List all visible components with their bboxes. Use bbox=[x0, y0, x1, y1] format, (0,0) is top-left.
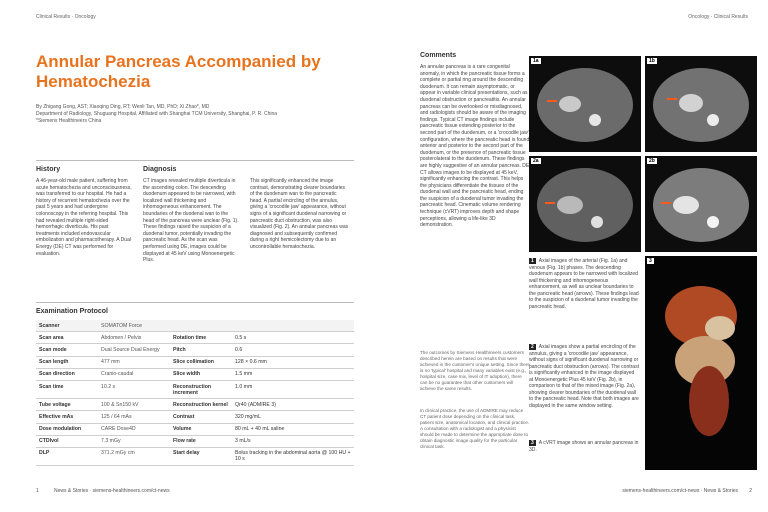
protocol-heading: Examination Protocol bbox=[36, 308, 108, 315]
ct-image-2b bbox=[645, 156, 757, 252]
table-value-cell: Abdomen / Pelvis bbox=[98, 332, 170, 344]
spine-shape bbox=[591, 216, 603, 228]
table-value-cell: Bolus tracking in the abdominal aorta @ 100 HU + 10 s bbox=[232, 447, 354, 465]
diagnosis-text: CT images revealed multiple diverticula in the ascending colon. The descending duodenum appeared to be narrowed, with localized wall thickening and inhomogeneous enhancement. The boundaries of the duodenal wan to the head of the pancreas were unclear (Fig. 1). These findings raised the suspicion of a duodenal tumor, potentially invading the pancreatic head. As the scan was performed using DE, images could be displayed at 45 keV using Monoenergetic Plus. bbox=[143, 178, 239, 264]
caption-text: A cVRT image shows an annular pancreas in 3D. bbox=[529, 440, 639, 453]
table-row bbox=[36, 435, 354, 447]
table-key-cell: Start delay bbox=[170, 447, 232, 465]
table-value-cell: 128 × 0.6 mm bbox=[232, 356, 354, 368]
table-row bbox=[36, 411, 354, 423]
comments-text: An annular pancreas is a rare congenital anomaly, in which the pancreatic tissue forms a complete or partial ring around the descending duodenum. It can remain asymptomatic, or appear in variable clinical presentations, such as duodenal obstruction or pancreatitis. An annular pancreas can be overlooked or misdiagnosed, and radiologists should be aware of the imaging findings. Typical CT image findings include pancreatic tissue extending posterior to the second part of the duodenum, or a 'crocodile jaw' configuration, where the pancreatic head is found anterior and posterior to the second part of the duodenum, or the presence of pancreatic tissue posterolateral to the duodenum. These findings are highly suggestive of an annular pancreas. DE CT allows images to be displayed at 45 keV, significantly enhancing the contrast. This helps the physicians differentiate the tissues of the duodenal wall and the pancreatic head, ending the suspicion of a duodenal tumor invading the pancreatic head. Cinematic volume rendering technique (cVRT) improves depth and shape perceptions, allowing a life-like 3D demonstration. bbox=[420, 64, 530, 229]
admire-disclaimer: In clinical practice, the use of ADMIRE may reduce CT patient dose depending on the clinical task, patient size, anatomical location, and clinical practice. A consultation with a radiologist and a physicist should be made to determine the appropriate dose to obtain diagnostic image quality for the particular clinical task. bbox=[420, 408, 530, 449]
table-key-cell: Tube voltage bbox=[36, 399, 98, 411]
red-arrow-icon bbox=[545, 202, 555, 204]
caption-text: Axial images of the arterial (Fig. 1a) and venous (Fig. 1b) phases. The descending duodenum appears to be narrowed with localized wall thickening and inhomogeneous enhancement, as well as unclear boundaries to the pancreatic head (arrows). These findings lead to the suspicion of a duodenal tumor invading the pancreatic head. bbox=[529, 258, 639, 310]
caption-number: 1 bbox=[531, 258, 534, 264]
table-row bbox=[36, 380, 354, 398]
table-value-cell: 3 mL/s bbox=[232, 435, 354, 447]
table-key-cell: Scan mode bbox=[36, 344, 98, 356]
abdomen-shape bbox=[537, 168, 633, 242]
running-header: Oncology · Clinical Results bbox=[688, 14, 748, 20]
table-key-cell: Scan direction bbox=[36, 368, 98, 380]
diagnosis-heading: Diagnosis bbox=[143, 166, 177, 173]
figure-label: 1b bbox=[649, 58, 655, 64]
table-value-cell: Cranio-caudal bbox=[98, 368, 170, 380]
customer-disclaimer: The outcomes by Siemens Healthineers customers described herein are based on results that were achieved in the customer's unique setting. Since there is no 'typical' hospital and many variables exist (e.g., hospital size, case mix, level of IT adoption), there can be no guarantee that other customers will achieve the same results. bbox=[420, 350, 530, 391]
caption-1 bbox=[529, 258, 639, 310]
footer-page-number: 1 bbox=[36, 488, 39, 494]
figure-label: 3 bbox=[649, 258, 652, 264]
table-key-cell: Scanner bbox=[36, 320, 98, 332]
organ-shape bbox=[557, 196, 583, 214]
author-block bbox=[36, 104, 366, 125]
table-value-cell: Dual Source Dual Energy bbox=[98, 344, 170, 356]
table-value-cell: 0.5 s bbox=[232, 332, 354, 344]
diagnosis-column bbox=[143, 166, 239, 264]
table-key-cell: Scan time bbox=[36, 380, 98, 398]
cvrt-image-3 bbox=[645, 256, 757, 470]
abdomen-shape bbox=[537, 68, 633, 142]
figure-label: 2b bbox=[649, 158, 655, 164]
table-row bbox=[36, 320, 354, 332]
figure-label: 1a bbox=[533, 58, 539, 64]
table-value-cell: 7.3 mGy bbox=[98, 435, 170, 447]
divider bbox=[36, 160, 354, 161]
table-value-cell: CARE Dose4D bbox=[98, 423, 170, 435]
organ-shape bbox=[559, 96, 581, 112]
organ-shape bbox=[673, 196, 699, 214]
table-key-cell: Dose modulation bbox=[36, 423, 98, 435]
ct-image-1a bbox=[529, 56, 641, 152]
table-key-cell: Slice width bbox=[170, 368, 232, 380]
history-heading: History bbox=[36, 166, 61, 173]
table-row bbox=[36, 399, 354, 411]
footer-page-number: 2 bbox=[749, 488, 752, 494]
table-key-cell: Pitch bbox=[170, 344, 232, 356]
table-key-cell: DLP bbox=[36, 447, 98, 465]
red-arrow-icon bbox=[667, 98, 677, 100]
caption-number: 2 bbox=[531, 344, 534, 350]
table-value-cell: 80 mL + 40 mL saline bbox=[232, 423, 354, 435]
table-value-cell: Qr40 (ADMIRE 3) bbox=[232, 399, 354, 411]
red-arrow-icon bbox=[547, 100, 557, 102]
figure-label: 2a bbox=[533, 158, 539, 164]
organ-shape bbox=[689, 366, 729, 436]
caption-3 bbox=[529, 440, 639, 453]
table-value-cell: 10.2 s bbox=[98, 380, 170, 398]
table-key-cell: Reconstruction kernel bbox=[170, 399, 232, 411]
table-value-cell bbox=[232, 320, 354, 332]
spine-shape bbox=[707, 216, 719, 228]
table-row bbox=[36, 368, 354, 380]
continued-column bbox=[250, 178, 350, 251]
ct-image-2a bbox=[529, 156, 641, 252]
table-row bbox=[36, 356, 354, 368]
caption-text: Axial images show a partial encircling of the annulus, giving a 'crocodile jaw' appearance, without signs of significant duodenal narrowing or pancreatic duct obstruction (arrows). The contrast is significantly enhanced in the image displayed at Monoenergetic Plus 45 keV (Fig. 2b), in comparison to that of the mixed image (Fig. 2a), showing clearer boundaries of the duodenal wall to the pancreatic head. Note that both images are displayed in the same window setting. bbox=[529, 344, 639, 409]
table-row bbox=[36, 447, 354, 465]
affiliation: Department of Radiology, Shuguang Hospital, Affiliated with Shanghai TCM University, Shanghai, P. R. China bbox=[36, 111, 278, 117]
authors: By Zhigang Gong, AST; Xiaoqing Ding, RT; Wenli Tan, MD, PhD; Xi Zhao*, MD bbox=[36, 104, 210, 110]
table-value-cell: SOMATOM Force bbox=[98, 320, 170, 332]
table-key-cell: Volume bbox=[170, 423, 232, 435]
table-key-cell: Contrast bbox=[170, 411, 232, 423]
ct-image-1b bbox=[645, 56, 757, 152]
table-value-cell: 125 / 64 mAs bbox=[98, 411, 170, 423]
table-key-cell: Flow rate bbox=[170, 435, 232, 447]
table-key-cell: Effective mAs bbox=[36, 411, 98, 423]
table-value-cell: 0.6 bbox=[232, 344, 354, 356]
comments-column bbox=[420, 52, 530, 229]
table-value-cell: 100 & Sn150 kV bbox=[98, 399, 170, 411]
table-key-cell: CTDIvol bbox=[36, 435, 98, 447]
spine-shape bbox=[589, 114, 601, 126]
abdomen-shape bbox=[653, 168, 749, 242]
siemens-note: *Siemens Healthineers China bbox=[36, 118, 102, 124]
table-key-cell: Scan area bbox=[36, 332, 98, 344]
table-row bbox=[36, 344, 354, 356]
article-title: Annular Pancreas Accompanied by Hematochezia bbox=[36, 52, 321, 91]
caption-2 bbox=[529, 344, 639, 409]
footer-text: News & Stories · siemens-healthineers.com/ct-news bbox=[54, 488, 170, 494]
comments-heading: Comments bbox=[420, 52, 457, 59]
divider bbox=[36, 302, 354, 303]
table-key-cell: Rotation time bbox=[170, 332, 232, 344]
right-page bbox=[384, 0, 768, 512]
red-arrow-icon bbox=[661, 202, 671, 204]
table-row bbox=[36, 423, 354, 435]
table-value-cell: 1.5 mm bbox=[232, 368, 354, 380]
protocol-table bbox=[36, 320, 354, 466]
table-value-cell: 371.2 mGy cm bbox=[98, 447, 170, 465]
footer-text: siemens-healthineers.com/ct-news · News & Stories bbox=[622, 488, 738, 494]
table-value-cell: 477 mm bbox=[98, 356, 170, 368]
spine-shape bbox=[707, 114, 719, 126]
table-key-cell: Scan length bbox=[36, 356, 98, 368]
table-value-cell: 1.0 mm bbox=[232, 380, 354, 398]
history-text: A 46-year-old male patient, suffering from acute hematochezia and unconsciousness, was transferred to our hospital. He had a history of recurrent hematochezia over the past 5 years and had undergone colonoscopy in the referring hospital. This had revealed multiple right-sided hemorrhagic diverticula. His past treatments included endovascular embolization and pharmacotherapy. A Dual Energy (DE) CT was performed for evaluation. bbox=[36, 178, 132, 257]
caption-number: 3 bbox=[531, 440, 534, 446]
table-row bbox=[36, 332, 354, 344]
running-header: Clinical Results · Oncology bbox=[36, 14, 96, 20]
table-key-cell: Slice collimation bbox=[170, 356, 232, 368]
table-value-cell: 320 mg/mL bbox=[232, 411, 354, 423]
continued-text: This significantly enhanced the image contrast, demonstrating clearer boundaries of the duodenum wan to the pancreatic head. A partial encircling of the annulus, giving a 'crocodile jaw' appearance, without signs of a significant duodenal narrowing or pancreatic duct obstruction, was also visualized (Fig. 2). An annular pancreas was diagnosed and subsequently confirmed during a right hemicolectomy due to an uncontrollable hematochezia. bbox=[250, 178, 349, 250]
table-key-cell: Reconstruction increment bbox=[170, 380, 232, 398]
history-column bbox=[36, 166, 132, 257]
organ-shape bbox=[705, 316, 735, 340]
table-key-cell bbox=[170, 320, 232, 332]
organ-shape bbox=[679, 94, 703, 112]
